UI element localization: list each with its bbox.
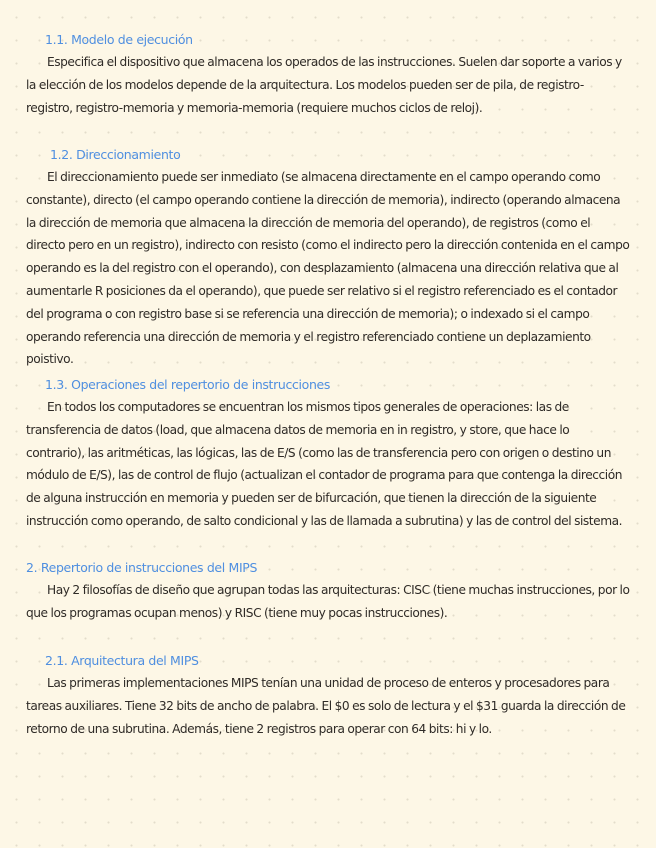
section-paragraph-repertorio-mips: Hay 2 filosofías de diseño que agrupan todas las arquitecturas: CISC (tiene muchas instrucciones, por lo que los programas ocupan menos) y RISC (tiene muy pocas instrucciones). bbox=[26, 583, 630, 620]
section-paragraph-direccionamiento: El direccionamiento puede ser inmediato (se almacena directamente en el campo operando como constante), directo (el campo operando contiene la dirección de memoria), indirecto (operando almacena la dirección de memoria que almacena la dirección de memoria del operando), de registros (como el directo pero en un registro), indirecto con resisto (como el indirecto pero la dirección contenida en el campo operando es la del registro con el operando), con desplazamiento (almacena una dirección relativa que al aumentarle R posiciones da el operando), que puede ser relativo si el registro referenciado es el contador del programa o con registro base si se referencia una dirección de memoria); o indexado si el campo operando referencia una dirección de memoria y el registro referenciado contiene un deplazamiento poistivo. bbox=[26, 170, 630, 367]
section-paragraph-operaciones: En todos los computadores se encuentran los mismos tipos generales de operaciones: las de transferencia de datos (load, que almacena datos de memoria en in registro, y store, que hace lo contrario), las aritméticas, las lógicas, las de E/S (como las de transferencia pero con origen o destino un módulo de E/S), las de control de flujo (actualizan el contador de programa para que contenga la dirección de alguna instrucción en memoria y pueden ser de bifurcación, que tienen la dirección de la siguiente instrucción como operando, de salto condicional y las de llamada a subrutina) y las de control del sistema. bbox=[26, 400, 623, 528]
section-paragraph-modelo-ejecucion: Especifica el dispositivo que almacena los operados de las instrucciones. Suelen dar soporte a varios y la elección de los modelos depende de la arquitectura. Los modelos pueden ser de pila, de registro-registro, registro-memoria y memoria-memoria (requiere muchos ciclos de reloj). bbox=[26, 55, 622, 115]
section-heading-operaciones: 1.3. Operaciones del repertorio de instrucciones bbox=[45, 377, 331, 392]
section-paragraph-arquitectura-mips: Las primeras implementaciones MIPS tenían una unidad de proceso de enteros y procesadores para tareas auxiliares. Tiene 32 bits de ancho de palabra. El $0 es solo de lectura y el $31 guarda la dirección de retorno de una subrutina. Además, tiene 2 registros para operar con 64 bits: hi y lo. bbox=[26, 676, 626, 736]
section-heading-repertorio-mips: 2. Repertorio de instrucciones del MIPS bbox=[26, 560, 258, 575]
section-heading-direccionamiento: 1.2. Direccionamiento bbox=[50, 147, 181, 162]
section-heading-arquitectura-mips: 2.1. Arquitectura del MIPS bbox=[45, 653, 199, 668]
section-heading-modelo-ejecucion: 1.1. Modelo de ejecución bbox=[45, 32, 193, 47]
